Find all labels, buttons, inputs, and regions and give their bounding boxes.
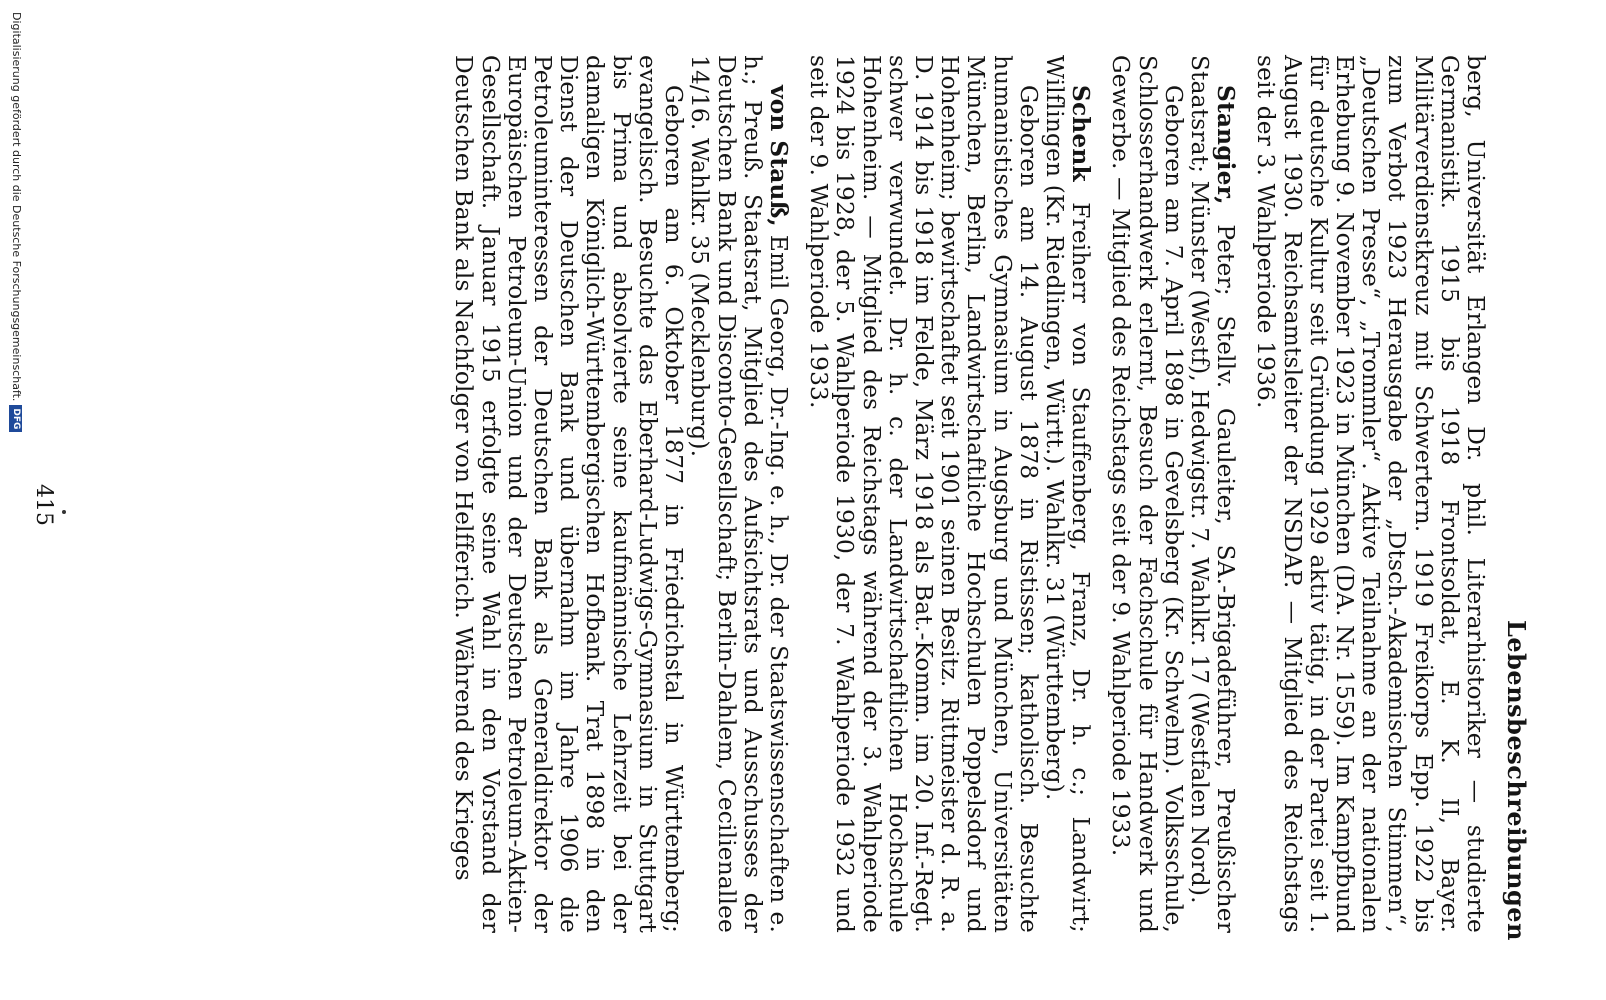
entry-surname: Stangier, xyxy=(1212,85,1240,205)
entry-paragraph: berg, Universität Erlangen Dr. phil. Literarhistoriker — studierte Germanistik. 1915 bis 1918 Frontsoldat, E. K. II, Bayer. Militärverdienstkreuz mit Schwertern. 1919 Freikorps Epp. 1922 bis zum Verbot 1923 Herausgabe der „Dtsch.-Akademischen Stimmen“, „Deutschen Presse“, „Trommler“. Aktive Teilnahme an der nationalen Erhebung 9. November 1923 in München (DA. Nr. 1559). Im Kampfbund für deutsche Kultur seit Gründung 1929 aktiv tätig, in der Partei seit 1. August 1930. Reichsamtsleiter der NSDAP. — Mitglied des Reichstags seit der 3. Wahlperiode 1936. xyxy=(1252,55,1489,933)
entry-paragraph: Geboren am 6. Oktober 1877 in Friedrichstal in Württemberg; evangelisch. Besuchte das Eberhard-Ludwigs-Gymnasium in Stuttgart bis Prima und absolvierte seine kaufmännische Lehrzeit bei der damaligen Königlich-Württembergischen Hofbank. Trat 1898 in den Dienst der Deutschen Bank und übernahm im Jahre 1906 die Petroleuminteressen der Deutschen Bank als Generaldirektor der Europäischen Petroleum-Union und der Deutschen Petroleum-Aktien-Gesellschaft. Januar 1915 erfolgte seine Wahl in den Vorstand der Deutschen Bank als Nachfolger von Helfferich. Während des Krieges xyxy=(450,55,688,933)
entry-stangier xyxy=(1107,55,1238,933)
entry-lead-text: Peter; Stellv. Gauleiter, SA.-Brigadeführer, Preußischer Staatsrat; Münster (Westf), Hedwigstr. 7. Wahlkr. 17 (Westfalen Nord). xyxy=(1185,55,1240,933)
digitization-credit xyxy=(10,12,24,982)
entry-heading-line xyxy=(686,55,791,933)
page-body xyxy=(436,55,1488,933)
entry-stauss xyxy=(450,55,791,933)
entry-surname: Schenk xyxy=(1067,85,1095,182)
page-number: 415 xyxy=(31,484,56,526)
dfg-logo: DFG xyxy=(10,405,23,432)
entry-paragraph: Geboren am 7. April 1898 in Gevelsberg (Kr. Schwelm). Volksschule, Schlosserhandwerk erlernt, Besuch der Fachschule für Handwerk und Gewerbe. — Mitglied des Reichstags seit der 9. Wahlperiode 1933. xyxy=(1107,55,1187,933)
entry-continued xyxy=(1252,55,1488,933)
entry-heading-line xyxy=(1186,55,1238,933)
scan-speck xyxy=(62,510,66,514)
entry-stauffenberg xyxy=(805,55,1093,933)
credit-text: Digitalisierung gefördert durch die Deutsche Forschungsgemeinschaft. xyxy=(10,12,23,402)
running-head: Lebensbeschreibungen xyxy=(1502,620,1531,941)
entry-lead-text: Freiherr von Stauffenberg, Franz, Dr. h. c.; Landwirt; Wilflingen (Kr. Riedlingen, Württ.). Wahlkr. 31 (Württemberg). xyxy=(1040,55,1095,933)
entry-paragraph: Geboren am 14. August 1878 in Ristissen; katholisch. Besuchte humanistisches Gymnasium in Augsburg und München, Universitäten München, Berlin, Landwirtschaftliche Hochschulen Poppelsdorf und Hohenheim; bewirtschaftet seit 1901 seinen Besitz. Rittmeister d. R. a. D. 1914 bis 1918 im Felde, März 1918 als Bat.-Komm. im 20. Inf.-Regt. schwer verwundet. Dr. h. c. der Landwirtschaftlichen Hochschule Hohenheim. — Mitglied des Reichstags während der 3. Wahlperiode 1924 bis 1928, der 5. Wahlperiode 1930, der 7. Wahlperiode 1932 und seit der 9. Wahlperiode 1933. xyxy=(805,55,1042,933)
entry-lead-text: Emil Georg, Dr.-Ing. e. h., Dr. der Staatswissenschaften e. h.; Preuß. Staatsrat, Mitglied des Aufsichtsrats und Ausschusses der Deutschen Bank und Disconto-Gesellschaft; Berlin-Dahlem, Cecilienallee 14/16. Wahlkr. 35 (Mecklenburg). xyxy=(686,55,792,933)
entry-heading-line xyxy=(1041,55,1093,933)
entry-surname: von Stauß, xyxy=(764,85,792,227)
